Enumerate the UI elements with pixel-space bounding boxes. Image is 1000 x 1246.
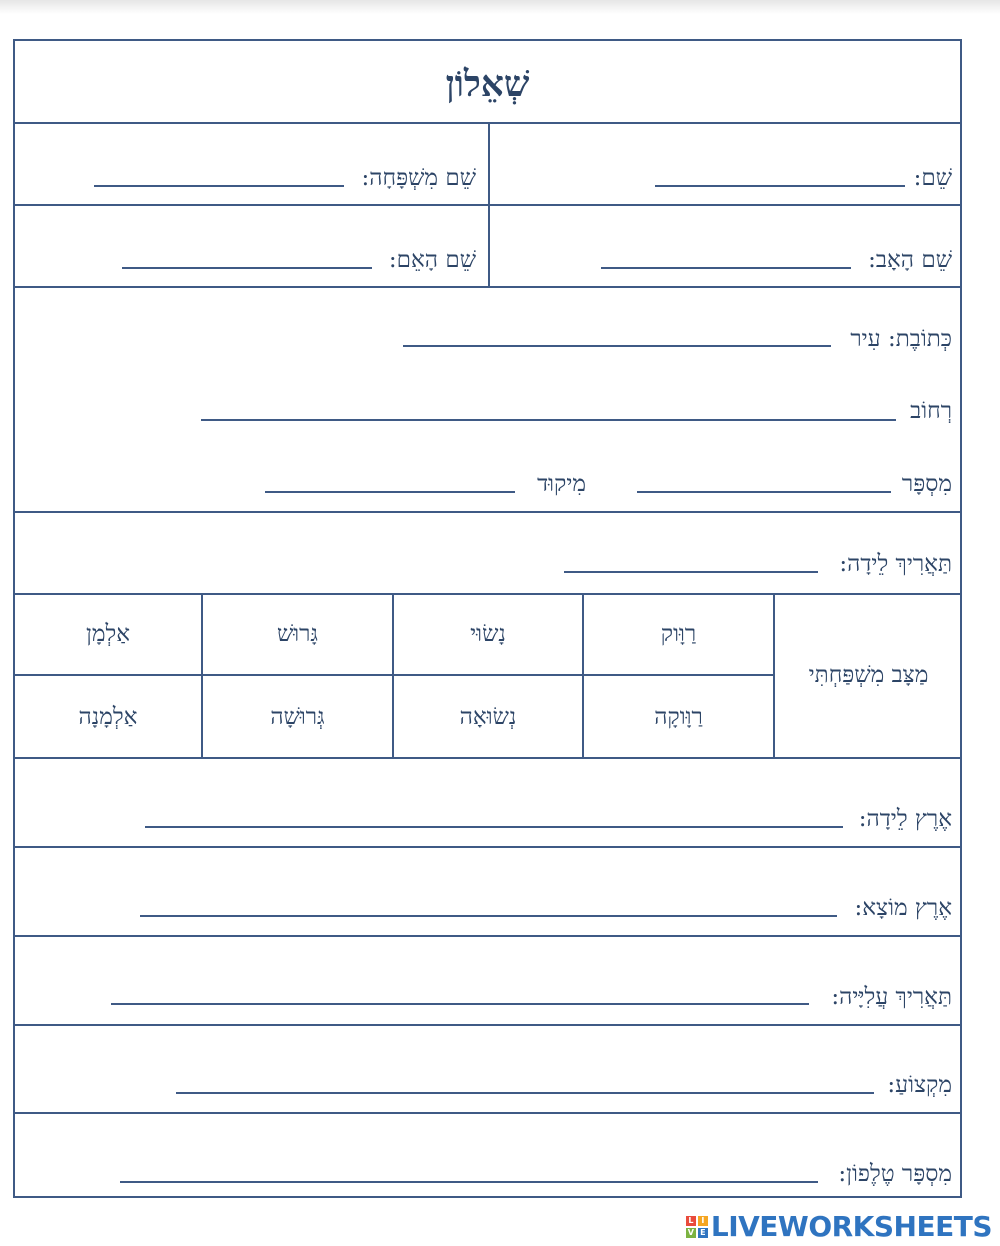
origin-country-label: אֶרֶץ מוֹצָא: xyxy=(854,895,952,921)
column-divider xyxy=(392,593,394,757)
birth-date-field[interactable] xyxy=(564,571,818,573)
liveworksheets-logo-icon xyxy=(686,1216,708,1238)
first-name-label: שֵׁם: xyxy=(913,165,952,191)
marital-option-married-f[interactable]: נְשׂוּאָה xyxy=(459,704,517,730)
row-divider xyxy=(15,846,960,848)
row-divider xyxy=(15,674,773,676)
address-city-label: כְּתוֹבֶת: עִיר xyxy=(850,326,952,352)
phone-field[interactable] xyxy=(120,1181,818,1183)
liveworksheets-footer xyxy=(686,1210,992,1243)
questionnaire-form xyxy=(13,39,962,1198)
marital-option-divorced-m[interactable]: גָּרוּשׁ xyxy=(276,621,319,647)
zip-field[interactable] xyxy=(265,491,515,493)
liveworksheets-brand[interactable]: LIVEWORKSHEETS xyxy=(710,1210,992,1243)
marital-option-divorced-f[interactable]: גְּרוּשָׁה xyxy=(270,704,325,730)
birth-country-field[interactable] xyxy=(145,826,843,828)
profession-field[interactable] xyxy=(176,1092,874,1094)
column-divider xyxy=(201,593,203,757)
phone-label: מִסְפָּר טֶלֶפוֹן: xyxy=(838,1161,952,1187)
marital-status-label: מַצָּב מִשְׁפַּחְתִּי xyxy=(808,662,929,688)
row-divider xyxy=(15,757,960,759)
row-divider xyxy=(15,1024,960,1026)
row-divider xyxy=(15,1112,960,1114)
row-divider xyxy=(15,286,960,288)
profession-label: מִקְצוֹעַ: xyxy=(887,1072,952,1098)
father-name-label: שֵׁם הָאָב: xyxy=(868,247,952,273)
logo-letter: L xyxy=(686,1216,696,1226)
top-shadow-bar xyxy=(0,0,1000,14)
logo-letter: V xyxy=(687,1227,694,1237)
number-label: מִסְפָּר xyxy=(901,471,952,497)
father-name-field[interactable] xyxy=(601,267,851,269)
mother-name-field[interactable] xyxy=(122,267,372,269)
column-divider xyxy=(582,593,584,757)
last-name-field[interactable] xyxy=(94,185,344,187)
aliyah-date-label: תַּאֲרִיךְ עֲלִיָּיה: xyxy=(831,984,952,1010)
street-label: רְחוֹב xyxy=(910,398,952,424)
row-divider xyxy=(15,511,960,513)
birth-country-label: אֶרֶץ לֵידָה: xyxy=(858,806,952,832)
form-title: שְׁאֵלוֹן xyxy=(445,63,530,105)
last-name-label: שֵׁם מִשְׁפָּחָה: xyxy=(361,165,476,191)
logo-letter: E xyxy=(698,1228,708,1238)
number-field[interactable] xyxy=(637,491,891,493)
logo-letter: I xyxy=(698,1216,708,1226)
zip-label: מִיקוּד xyxy=(537,471,586,497)
birth-date-label: תַּאֲרִיךְ לֵידָה: xyxy=(839,551,952,577)
marital-option-widowed-m[interactable]: אַלְמָן xyxy=(85,621,131,647)
mother-name-label: שֵׁם הָאֵם: xyxy=(388,247,476,273)
street-field[interactable] xyxy=(201,419,896,421)
column-divider xyxy=(488,122,490,286)
row-divider xyxy=(15,593,960,595)
row-divider xyxy=(15,935,960,937)
marital-option-single-f[interactable]: רַוָּוקָה xyxy=(654,704,703,730)
city-field[interactable] xyxy=(403,345,831,347)
marital-option-married-m[interactable]: נָשׂוּי xyxy=(470,621,506,647)
marital-option-widowed-f[interactable]: אַלְמָנָה xyxy=(78,704,138,730)
aliyah-date-field[interactable] xyxy=(111,1003,809,1005)
origin-country-field[interactable] xyxy=(140,915,837,917)
first-name-field[interactable] xyxy=(655,185,905,187)
marital-option-single-m[interactable]: רַוָּוק xyxy=(660,621,697,647)
